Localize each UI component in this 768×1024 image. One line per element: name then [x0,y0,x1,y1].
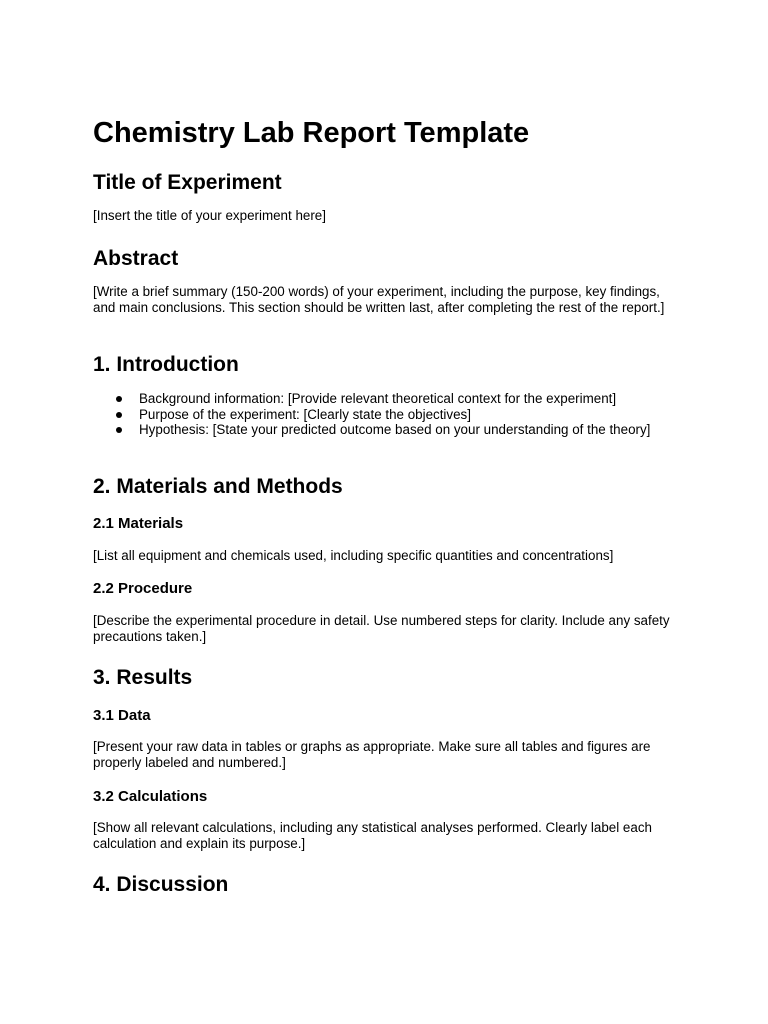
bullet-icon [116,396,122,402]
document-title: Chemistry Lab Report Template [93,117,530,149]
list-item [93,407,678,423]
bullet-text: Hypothesis: [State your predicted outcome based on your understanding of the theory] [139,422,651,437]
discussion-heading: 4. Discussion [93,873,229,896]
calculations-subheading: 3.2 Calculations [93,788,208,805]
title-of-experiment-text: [Insert the title of your experiment here] [93,208,326,223]
list-item [93,422,678,438]
materials-text: [List all equipment and chemicals used, including specific quantities and concentrations] [93,548,614,563]
bullet-icon [116,427,122,433]
introduction-heading: 1. Introduction [93,353,239,376]
materials-methods-heading: 2. Materials and Methods [93,475,343,498]
procedure-subheading: 2.2 Procedure [93,580,193,597]
bullet-text: Purpose of the experiment: [Clearly state the objectives] [139,406,471,422]
data-subheading: 3.1 Data [93,707,151,724]
introduction-bullet-list [93,391,678,438]
data-text: [Present your raw data in tables or graphs as appropriate. Make sure all tables and figures are properly labeled and numbered.] [93,739,651,770]
abstract-heading: Abstract [93,247,179,270]
calculations-text: [Show all relevant calculations, including any statistical analyses performed. Clearly label each calculation and explain its purpose.] [93,820,652,851]
title-of-experiment-heading: Title of Experiment [93,171,282,194]
materials-subheading: 2.1 Materials [93,515,184,532]
abstract-text: [Write a brief summary (150-200 words) of your experiment, including the purpose, key findings, and main conclusions. This section should be written last, after completing the rest of the report.] [93,284,665,315]
bullet-icon [116,412,122,418]
list-item [93,391,678,407]
bullet-text: Background information: [Provide relevant theoretical context for the experiment] [139,391,617,406]
procedure-text: [Describe the experimental procedure in detail. Use numbered steps for clarity. Include any safety precautions taken.] [93,613,670,644]
results-heading: 3. Results [93,666,193,689]
